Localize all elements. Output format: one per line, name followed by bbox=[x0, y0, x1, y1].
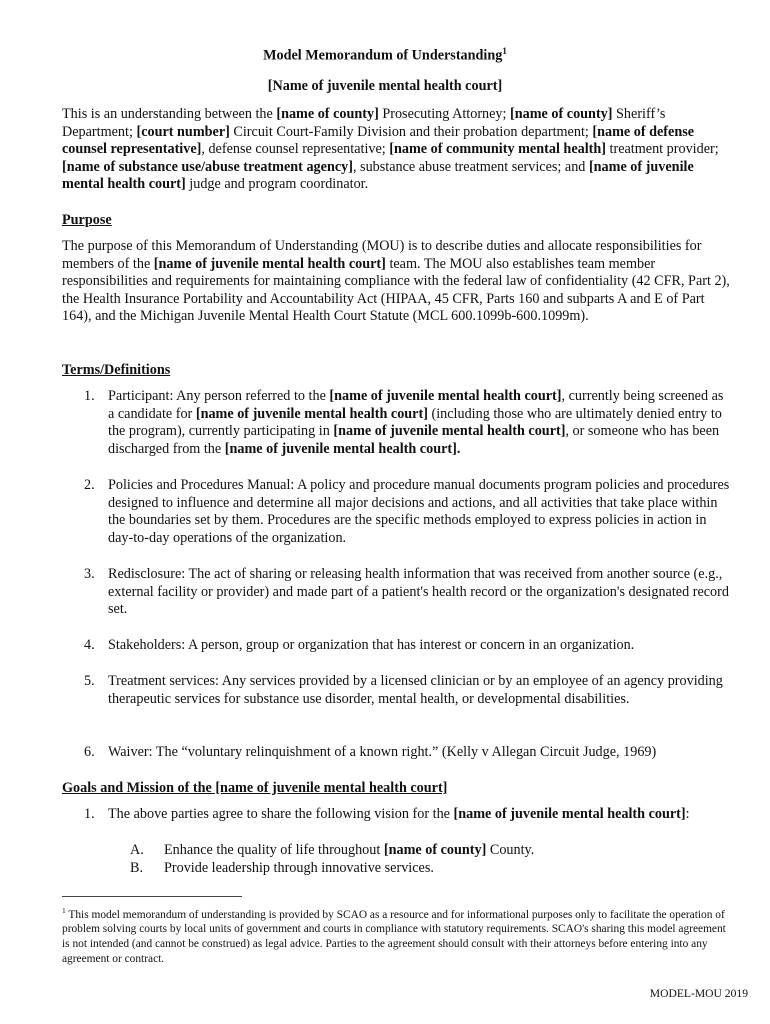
intro-paragraph: This is an understanding between the [name of county] Prosecuting Attorney; [name of county] Sheriff’s Department; [court number] Circuit Court-Family Division and their probation department; [name of defense counsel representative], defense counsel representative; [name of community mental health] treatment provider; [name of substance use/abuse treatment agency], substance abuse treatment services; and [name of juvenile mental health court] judge and program coordinator. bbox=[62, 106, 719, 193]
document-title: Model Memorandum of Understanding$^1$ bbox=[263, 46, 507, 64]
term-number: 2. bbox=[84, 477, 95, 493]
term-number: 3. bbox=[84, 566, 95, 582]
term-item-redisclosure bbox=[62, 566, 730, 619]
footnote-text: This model memorandum of understanding is provided by SCAO as a resource and for informational purposes only to facilitate the operation of problem solving courts by local units of government and courts in compliance with statutory requirements. SCAO's sharing this model agreement is not intended (and cannot be construed) as legal advice. Parties to the agreement should consult with their attorneys before entering into any agreement or contract. bbox=[62, 908, 726, 965]
subitem-letter: B. bbox=[130, 860, 144, 876]
term-text: Waiver: The “voluntary relinquishment of a known right.” (Kelly v Allegan Circuit Judge, 1969) bbox=[108, 744, 657, 760]
subitem-letter: A. bbox=[130, 842, 144, 858]
purpose-paragraph: The purpose of this Memorandum of Understanding (MOU) is to describe duties and allocate responsibilities for members of the [name of juvenile mental health court] team. The MOU also establishes team member responsibilities and requirements for maintaining compliance with the federal law of confidentiality (42 CFR, Part 2), the Health Insurance Portability and Accountability Act (HIPAA, 45 CFR, Parts 160 and subparts A and E of Part 164), and the Michigan Juvenile Mental Health Court Statute (MCL 600.1099b-600.1099m). bbox=[62, 238, 730, 325]
term-text: Treatment services: Any services provided by a licensed clinician or by an employee of an agency providing therapeutic services for substance use disorder, mental health, or developmental disabilities. bbox=[108, 673, 723, 707]
terms-heading: Terms/Definitions bbox=[62, 362, 171, 378]
footnote bbox=[62, 904, 730, 966]
goal-number: 1. bbox=[84, 806, 95, 822]
goal-text: The above parties agree to share the following vision for the [name of juvenile mental health court]: bbox=[108, 806, 690, 822]
term-text: Redisclosure: The act of sharing or releasing health information that was received from another source (e.g., external facility or provider) and made part of a patient's health record or the organization's designated record set. bbox=[108, 566, 729, 618]
term-text: Participant: Any person referred to the [name of juvenile mental health court], currently being screened as a candidate for [name of juvenile mental health court] (including those who are ultimately denied entry to the program), currently participating in [name of juvenile mental health court], or someone who has been discharged from the [name of juvenile mental health court]. bbox=[108, 388, 724, 457]
term-number: 5. bbox=[84, 673, 95, 689]
term-text: Policies and Procedures Manual: A policy and procedure manual documents program policies and procedures designed to influence and determine all major decisions and actions, and all activities that take place within the boundaries set by them. Procedures are the specific methods employed to express policies in action in day-to-day operations of the organization. bbox=[108, 477, 730, 546]
term-item-stakeholders bbox=[62, 637, 730, 655]
purpose-heading: Purpose bbox=[62, 212, 112, 228]
term-number: 1. bbox=[84, 388, 95, 404]
subitem-text: Enhance the quality of life throughout [name of county] County. bbox=[164, 842, 535, 858]
goals-heading: Goals and Mission of the [name of juvenile mental health court] bbox=[62, 780, 448, 796]
term-number: 6. bbox=[84, 744, 95, 760]
document-subtitle: [Name of juvenile mental health court] bbox=[267, 78, 503, 94]
subitem-text: Provide leadership through innovative services. bbox=[164, 860, 434, 876]
goal-item bbox=[62, 806, 730, 824]
term-item-policies-manual bbox=[62, 477, 730, 547]
term-item-treatment-services bbox=[62, 673, 730, 708]
term-item-participant bbox=[62, 388, 730, 458]
term-number: 4. bbox=[84, 637, 95, 653]
term-item-waiver bbox=[62, 744, 730, 762]
title-footnote-mark[interactable]: 1 bbox=[502, 46, 507, 56]
page-footer: MODEL-MOU 2019 bbox=[649, 987, 748, 1000]
footnote-separator bbox=[62, 896, 242, 897]
footnote-mark: 1 bbox=[62, 906, 66, 915]
term-text: Stakeholders: A person, group or organization that has interest or concern in an organization. bbox=[108, 637, 635, 653]
